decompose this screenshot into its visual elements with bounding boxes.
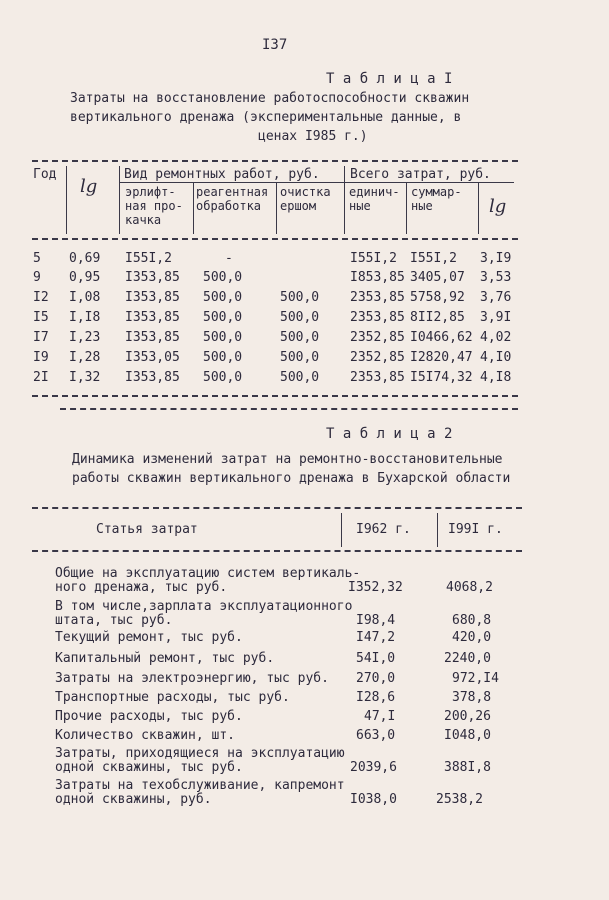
t1-reagent: 500,0 xyxy=(203,350,243,365)
table1-bottom-rule-2 xyxy=(60,408,518,410)
header-airlift-3: качка xyxy=(125,213,162,227)
table2-top-rule xyxy=(32,507,522,509)
t1-airlift: I353,85 xyxy=(125,310,180,325)
t1-airlift: I55I,2 xyxy=(125,251,172,266)
t1-lg: 0,69 xyxy=(69,251,101,266)
t1-single: 2352,85 xyxy=(350,330,405,345)
header-lg: lg xyxy=(80,176,98,197)
table1-vline xyxy=(344,166,345,234)
t1-lg2: 3,9I xyxy=(480,310,512,325)
t2-row-v2: 378,8 xyxy=(452,690,492,705)
t2-row-v1: 54I,0 xyxy=(356,651,396,666)
header-total-group: Всего затрат, руб. xyxy=(350,167,491,182)
header-cleaning-1: очистка xyxy=(280,185,331,199)
table2-caption-line-2: работы скважин вертикального дренажа в Бухарской области xyxy=(72,471,511,486)
t1-single: 2352,85 xyxy=(350,350,405,365)
t2-header-item: Статья затрат xyxy=(96,522,198,537)
t1-cleaning: 500,0 xyxy=(280,330,320,345)
t1-reagent: - xyxy=(225,251,233,266)
t2-row-v1: 270,0 xyxy=(356,671,396,686)
header-single-2: ные xyxy=(349,199,371,213)
header-repair-group: Вид ремонтных работ, руб. xyxy=(124,167,320,182)
table2-header-rule xyxy=(32,550,522,552)
t2-row-v1: 47,I xyxy=(364,709,396,724)
t2-row-v1: I352,32 xyxy=(348,580,403,595)
t1-airlift: I353,05 xyxy=(125,350,180,365)
t1-cumulative: 3405,07 xyxy=(410,270,465,285)
table2-label: Т а б л и ц а 2 xyxy=(326,426,453,442)
t2-row-label: Общие на эксплуатацию систем вертикаль- xyxy=(55,566,361,581)
t1-lg2: 3,53 xyxy=(480,270,512,285)
t2-row-label: одной скважины, тыс руб. xyxy=(55,760,243,775)
t1-year: I7 xyxy=(33,330,49,345)
t2-row-v2: 200,26 xyxy=(444,709,491,724)
t2-row-v1: I47,2 xyxy=(356,630,396,645)
t2-row-label: Капитальный ремонт, тыс руб. xyxy=(55,651,275,666)
header-single-1: единич- xyxy=(349,185,400,199)
table1-vline xyxy=(193,183,194,234)
t2-row-v1: 2039,6 xyxy=(350,760,397,775)
t1-year: I9 xyxy=(33,350,49,365)
t1-reagent: 500,0 xyxy=(203,330,243,345)
t2-row-v1: I28,6 xyxy=(356,690,396,705)
t2-row-v2: 4068,2 xyxy=(446,580,493,595)
t1-cleaning: 500,0 xyxy=(280,310,320,325)
t1-lg2: 3,I9 xyxy=(480,251,512,266)
t1-lg: I,I8 xyxy=(69,310,101,325)
header-airlift-2: ная про- xyxy=(125,199,183,213)
header-airlift-1: эрлифт- xyxy=(125,185,176,199)
table1-top-rule xyxy=(32,160,518,162)
t2-row-v2: 680,8 xyxy=(452,613,492,628)
table1-bottom-rule xyxy=(32,395,518,397)
table1-vline xyxy=(276,183,277,234)
table1-caption-line-2: вертикального дренажа (экспериментальные данные, в xyxy=(70,110,462,125)
t1-reagent: 500,0 xyxy=(203,270,243,285)
t1-lg2: 4,I0 xyxy=(480,350,512,365)
t1-lg: I,23 xyxy=(69,330,101,345)
t2-row-label: Затраты на электроэнергию, тыс руб. xyxy=(55,671,329,686)
t1-lg: I,32 xyxy=(69,370,101,385)
header-lg2: lg xyxy=(489,196,507,217)
t1-lg2: 4,02 xyxy=(480,330,512,345)
t2-row-v2: I048,0 xyxy=(444,728,491,743)
t1-lg: 0,95 xyxy=(69,270,101,285)
t2-row-label: Затраты, приходящиеся на эксплуатацию xyxy=(55,746,345,761)
t1-single: I55I,2 xyxy=(350,251,397,266)
t1-airlift: I353,85 xyxy=(125,290,180,305)
table1-label: Т а б л и ц а I xyxy=(326,71,453,87)
table1-vline xyxy=(66,166,67,234)
t1-cumulative: I5I74,32 xyxy=(410,370,473,385)
table2-vline xyxy=(341,513,342,547)
table1-vline xyxy=(478,183,479,234)
t2-row-v2: 972,I4 xyxy=(452,671,499,686)
t2-row-v2: 420,0 xyxy=(452,630,492,645)
t2-row-label: штата, тыс руб. xyxy=(55,613,173,628)
t1-year: 5 xyxy=(33,251,41,266)
t2-row-label: Прочие расходы, тыс руб. xyxy=(55,709,243,724)
header-reagent-1: реагентная xyxy=(196,185,269,199)
header-cumulative-2: ные xyxy=(411,199,433,213)
t2-row-label: одной скважины, руб. xyxy=(55,792,212,807)
t1-cleaning: 500,0 xyxy=(280,370,320,385)
t1-cumulative: 8II2,85 xyxy=(410,310,465,325)
t2-row-label: Количество скважин, шт. xyxy=(55,728,236,743)
t1-single: 2353,85 xyxy=(350,370,405,385)
t1-lg: I,28 xyxy=(69,350,101,365)
t1-cumulative: I2820,47 xyxy=(410,350,473,365)
t1-lg2: 4,I8 xyxy=(480,370,512,385)
t2-row-v1: I038,0 xyxy=(350,792,397,807)
t2-row-v2: 388I,8 xyxy=(444,760,491,775)
header-reagent-2: обработка xyxy=(196,199,262,213)
t1-airlift: I353,85 xyxy=(125,270,180,285)
header-cumulative-1: суммар- xyxy=(411,185,462,199)
header-cleaning-2: ершом xyxy=(280,199,317,213)
table1-subheader-rule xyxy=(344,182,514,183)
t1-year: 2I xyxy=(33,370,49,385)
t1-airlift: I353,85 xyxy=(125,330,180,345)
t2-row-label: Транспортные расходы, тыс руб. xyxy=(55,690,290,705)
t2-row-v1: 663,0 xyxy=(356,728,396,743)
t1-year: I5 xyxy=(33,310,49,325)
t1-cumulative: I55I,2 xyxy=(410,251,457,266)
t1-cumulative: I0466,62 xyxy=(410,330,473,345)
table1-vline xyxy=(406,183,407,234)
t2-row-v2: 2538,2 xyxy=(436,792,483,807)
table1-subheader-rule xyxy=(119,182,344,183)
t2-row-v2: 2240,0 xyxy=(444,651,491,666)
t2-row-v1: I98,4 xyxy=(356,613,396,628)
t2-row-label: ного дренажа, тыс руб. xyxy=(55,580,228,595)
t1-single: I853,85 xyxy=(350,270,405,285)
t1-airlift: I353,85 xyxy=(125,370,180,385)
t1-year: I2 xyxy=(33,290,49,305)
t2-header-y1: I962 г. xyxy=(356,522,411,537)
header-year: Год xyxy=(33,167,57,182)
t1-reagent: 500,0 xyxy=(203,370,243,385)
table2-vline xyxy=(437,513,438,547)
t1-single: 2353,85 xyxy=(350,290,405,305)
table1-caption-line-1: Затраты на восстановление работоспособности скважин xyxy=(70,91,470,106)
t1-reagent: 500,0 xyxy=(203,290,243,305)
table1-header-rule xyxy=(32,238,518,240)
page-number: I37 xyxy=(262,37,288,53)
table1-vline xyxy=(119,166,120,234)
t1-single: 2353,85 xyxy=(350,310,405,325)
table2-caption-line-1: Динамика изменений затрат на ремонтно-восстановительные xyxy=(72,452,503,467)
t1-cumulative: 5758,92 xyxy=(410,290,465,305)
t1-cleaning: 500,0 xyxy=(280,350,320,365)
t1-reagent: 500,0 xyxy=(203,310,243,325)
table1-caption-line-3: ценах I985 г.) xyxy=(258,129,368,144)
t1-lg: I,08 xyxy=(69,290,101,305)
t1-cleaning: 500,0 xyxy=(280,290,320,305)
t1-lg2: 3,76 xyxy=(480,290,512,305)
t2-row-label: Затраты на техобслуживание, капремонт xyxy=(55,778,345,793)
t1-year: 9 xyxy=(33,270,41,285)
t2-header-y2: I99I г. xyxy=(448,522,503,537)
t2-row-label: Текущий ремонт, тыс руб. xyxy=(55,630,243,645)
t2-row-label: В том числе,зарплата эксплуатационного xyxy=(55,599,353,614)
